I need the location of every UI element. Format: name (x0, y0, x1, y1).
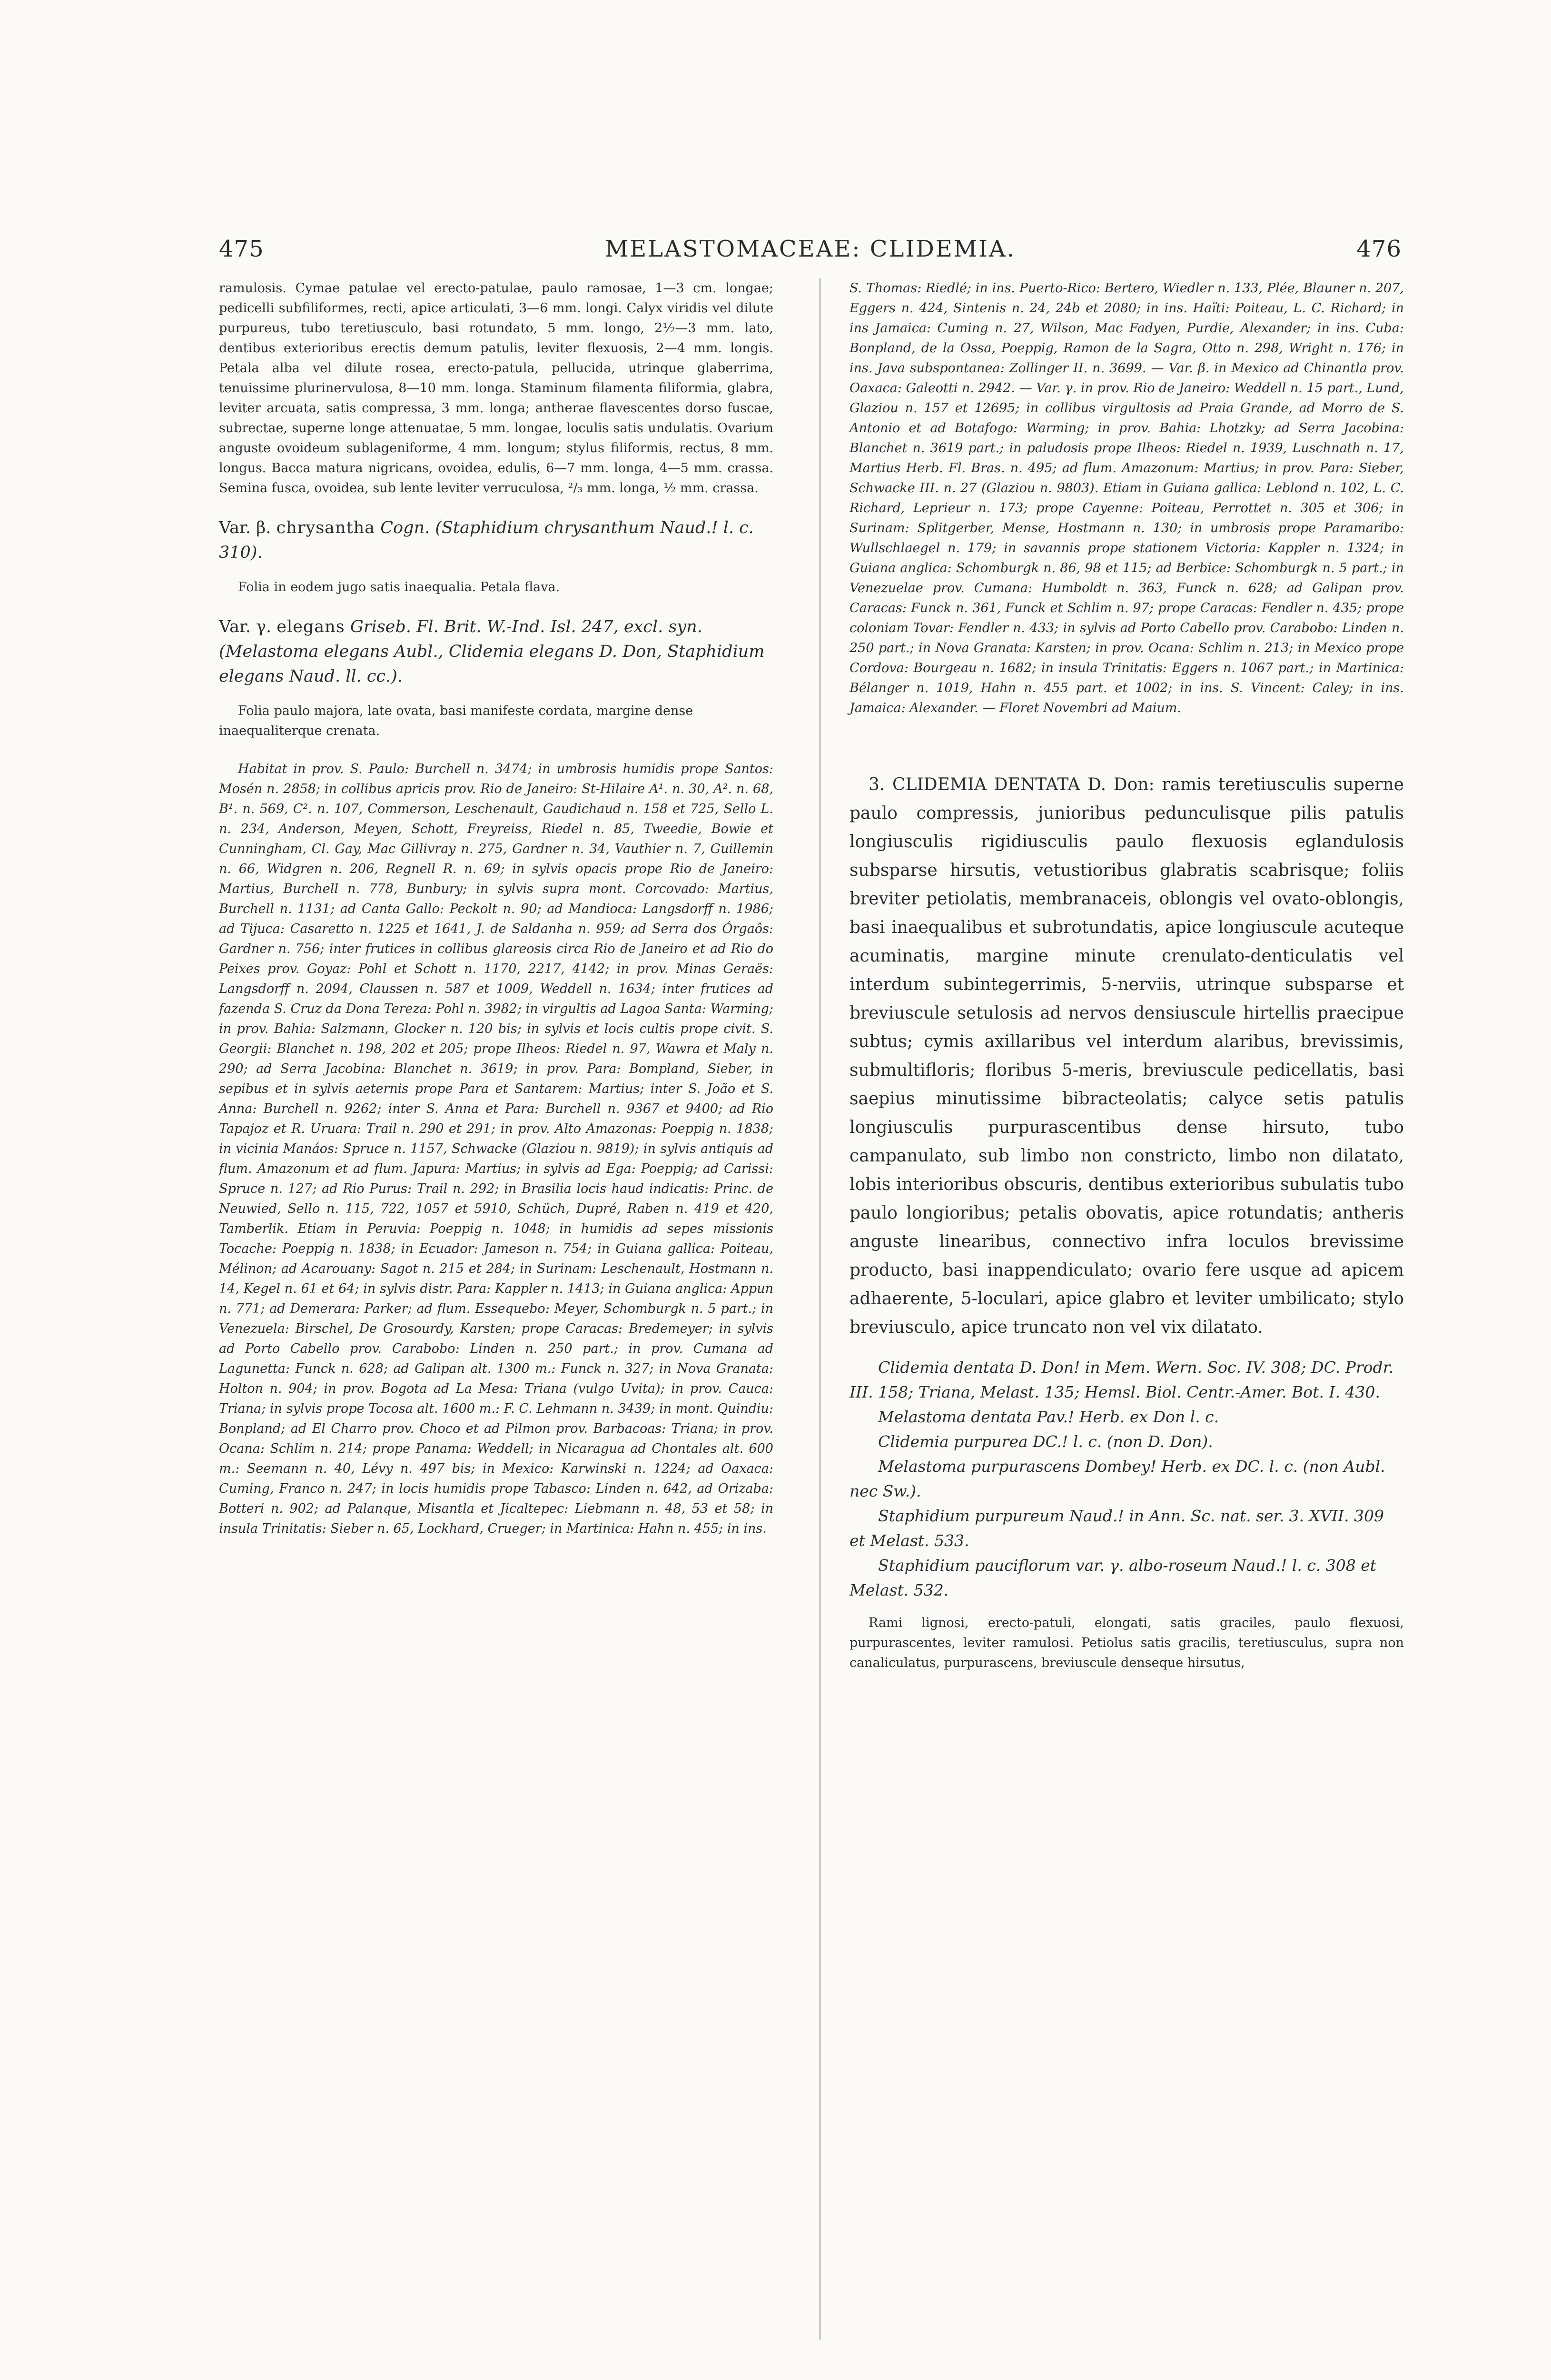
variety-gamma-description: Folia paulo majora, late ovata, basi manifeste cordata, margine dense inaequaliterque crenata. (219, 704, 693, 738)
variety-beta-citation: Cogn. (Staphidium chrysanthum Naud.! l. c. 310). (219, 518, 754, 562)
synonym-entry: Melastoma purpurascens Dombey! Herb. ex DC. l. c. (non Aubl. nec Sw.). (850, 1457, 1385, 1500)
variety-gamma-name: elegans (277, 617, 345, 636)
synonym-entry: Staphidium pauciflorum var. γ. albo-roseum Naud.! l. c. 308 et Melast. 532. (850, 1556, 1377, 1599)
habitat-paragraph: Habitat in prov. S. Paulo: Burchell n. 3474; in umbrosis humidis prope Santos: Mosén n. 2858; in collibus apricis prov. Rio de Janeiro: St-Hilaire A¹. n. 30, A². n. 68, B¹. n. 569, C². n. 107, Commerson, Leschenault, Gaudichaud n. 158 et 725, Sello L. n. 234, Anderson, Meyen, Schott, Freyreiss, Riedel n. 85, Tweedie, Bowie et Cunningham, Cl. Gay, Mac Gillivray n. 275, Gardner n. 34, Vauthier n. 7, Guillemin n. 66, Widgren n. 206, Regnell R. n. 69; in sylvis opacis prope Rio de Janeiro: Martius, Burchell n. 778, Bunbury; in sylvis supra mont. Corcovado: Martius, Burchell n. 1131; ad Canta Gallo: Peckolt n. 90; ad Mandioca: Langsdorff n. 1986; ad Tijuca: Casaretto n. 1225 et 1641, J. de Saldanha n. 959; ad Serra dos Órgaôs: Gardner n. 756; inter frutices in collibus glareosis circa Rio de Janeiro et ad Rio do Peixes prov. Goyaz: Pohl et Schott n. 1170, 2217, 4142; in prov. Minas Geraës: Langsdorff n. 2094, Claussen n. 587 et 1009, Weddell n. 1634; inter frutices ad fazenda S. Cruz da Dona Tereza: Pohl n. 3982; in virgultis ad Lagoa Santa: Warming; in prov. Bahia: Salzmann, Glocker n. 120 bis; in sylvis et locis cultis prope civit. S. Georgii: Blanchet n. 198, 202 et 205; prope Ilheos: Riedel n. 97, Wawra et Maly n. 290; ad Serra Jacobina: Blanchet n. 3619; in prov. Para: Bompland, Sieber, in sepibus et in sylvis aeternis prope Para et Santarem: Martius; inter S. João et S. Anna: Burchell n. 9262; inter S. Anna et Para: Burchell n. 9367 et 9400; ad Rio Tapajoz et R. Uruara: Trail n. 290 et 291; in prov. Alto Amazonas: Poeppig n. 1838; in vicinia Manáos: Spruce n. 1157, Schwacke (Glaziou n. 9819); in sylvis antiquis ad flum. Amazonum et ad flum. Japura: Martius; in sylvis ad Ega: Poeppig; ad Carissi: Spruce n. 127; ad Rio Purus: Trail n. 292; in Brasilia locis haud indicatis: Princ. de Neuwied, Sello n. 115, 722, 1057 et 5910, Schüch, Dupré, Raben n. 419 et 420, Tamberlik. Etiam in Peruvia: Poeppig n. 1048; in humidis ad sepes missionis Tocache: Poeppig n. 1838; in Ecuador: Jameson n. 754; in Guiana gallica: Poiteau, Mélinon; ad Acarouany: Sagot n. 215 et 284; in Surinam: Leschenault, Hostmann n. 14, Kegel n. 61 et 64; in sylvis distr. Para: Kappler n. 1413; in Guiana anglica: Appun n. 771; ad Demerara: Parker; ad flum. Essequebo: Meyer, Schomburgk n. 5 part.; in Venezuela: Birschel, De Grosourdy, Karsten; prope Caracas: Bredemeyer; in sylvis ad Porto Cabello prov. Carabobo: Linden n. 250 part.; in prov. Cumana ad Lagunetta: Funck n. 628; ad Galipan alt. 1300 m.: Funck n. 327; in Nova Granata: Holton n. 904; in prov. Bogota ad La Mesa: Triana (vulgo Uvita); in prov. Cauca: Triana; in sylvis prope Tocosa alt. 1600 m.: F. C. Lehmann n. 3439; in mont. Quindiu: Bonpland; ad El Charro prov. Choco et ad Pilmon prov. Barbacoas: Triana; in prov. Ocana: Schlim n. 214; prope Panama: Weddell; in Nicaragua ad Chontales alt. 600 m.: Seemann n. 40, Lévy n. 497 bis; in Mexico: Karwinski n. 1224; ad Oaxaca: Cuming, Franco n. 247; in locis humidis prope Tabasco: Linden n. 642, ad Orizaba: Botteri n. 902; ad Palanque, Misantla et Jicaltepec: Liebmann n. 48, 53 et 58; in insula Trinitatis: Sieber n. 65, Lockhard, Crueger; in Martinica: Hahn n. 455; in ins. (219, 762, 773, 1536)
variety-beta-description: Folia in eodem jugo satis inaequalia. Petala flava. (238, 580, 560, 595)
left-column (219, 278, 773, 1539)
variety-gamma-citation: Griseb. Fl. Brit. W.-Ind. Isl. 247, excl. syn. (Melastoma elegans Aubl., Clidemia elegans D. Don, Staphidium elegans Naud. ll. cc.). (219, 617, 765, 686)
running-title: MELASTOMACEAE: CLIDEMIA. (605, 236, 1016, 262)
variety-gamma-heading (219, 615, 773, 689)
page-number-left: 475 (219, 236, 264, 262)
synonymy-list (850, 1355, 1404, 1603)
running-header (219, 236, 1402, 269)
page-number-right: 476 (1356, 236, 1402, 262)
variety-beta-label: Var. β. (219, 518, 271, 537)
synonym-entry: Clidemia dentata D. Don! in Mem. Wern. Soc. IV. 308; DC. Prodr. III. 158; Triana, Melast. 135; Hemsl. Biol. Centr.-Amer. Bot. I. 430. (850, 1358, 1394, 1401)
habitat-continued: S. Thomas: Riedlé; in ins. Puerto-Rico: Bertero, Wiedler n. 133, Plée, Blauner n. 207, Eggers n. 424, Sintenis n. 24, 24b et 2080; in ins. Haïti: Poiteau, L. C. Richard; in ins Jamaica: Cuming n. 27, Wilson, Mac Fadyen, Purdie, Alexander; in ins. Cuba: Bonpland, de la Ossa, Poeppig, Ramon de la Sagra, Otto n. 298, Wright n. 176; in ins. Java subspontanea: Zollinger II. n. 3699. — Var. β. in Mexico ad Chinantla prov. Oaxaca: Galeotti n. 2942. — Var. γ. in prov. Rio de Janeiro: Weddell n. 15 part., Lund, Glaziou n. 157 et 12695; in collibus virgultosis ad Praia Grande, ad Morro de S. Antonio et ad Botafogo: Warming; in prov. Bahia: Lhotzky; ad Serra Jacobina: Blanchet n. 3619 part.; in paludosis prope Ilheos: Riedel n. 1939, Luschnath n. 17, Martius Herb. Fl. Bras. n. 495; ad flum. Amazonum: Martius; in prov. Para: Sieber, Schwacke III. n. 27 (Glaziou n. 9803). Etiam in Guiana gallica: Leblond n. 102, L. C. Richard, Leprieur n. 173; prope Cayenne: Poiteau, Perrottet n. 305 et 306; in Surinam: Splitgerber, Mense, Hostmann n. 130; in umbrosis prope Paramaribo: Wullschlaegel n. 179; in savannis prope stationem Victoria: Kappler n. 1324; in Guiana anglica: Schomburgk n. 86, 98 et 115; ad Berbice: Schomburgk n. 5 part.; in Venezuelae prov. Cumana: Humboldt n. 363, Funck n. 628; ad Galipan prov. Caracas: Funck n. 361, Funck et Schlim n. 97; prope Caracas: Fendler n. 435; prope coloniam Tovar: Fendler n. 433; in sylvis ad Porto Cabello prov. Carabobo: Linden n. 250 part.; in Nova Granata: Karsten; in prov. Ocana: Schlim n. 213; in Mexico prope Cordova: Bourgeau n. 1682; in insula Trinitatis: Eggers n. 1067 part.; in Martinica: Bélanger n. 1019, Hahn n. 455 part. et 1002; in ins. S. Vincent: Caley; in ins. Jamaica: Alexander. — Floret Novembri ad Maium. (850, 281, 1404, 715)
rami-description: Rami lignosi, erecto-patuli, elongati, satis graciles, paulo flexuosi, purpurascentes, leviter ramulosi. Petiolus satis gracilis, teretiusculus, supra non canaliculatus, purpurascens, breviuscule denseque hirsutus, (850, 1616, 1404, 1670)
species-description-continued: ramulosis. Cymae patulae vel erecto-patulae, paulo ramosae, 1—3 cm. longae; pedicelli subfiliformes, recti, apice articulati, 3—6 mm. longi. Calyx viridis vel dilute purpureus, tubo teretiusculo, basi rotundato, 5 mm. longo, 2½—3 mm. lato, dentibus exterioribus erectis demum patulis, leviter flexuosis, 2—4 mm. longis. Petala alba vel dilute rosea, erecto-patula, pellucida, utrinque glaberrima, tenuissime plurinervulosa, 8—10 mm. longa. Staminum filamenta filiformia, glabra, leviter arcuata, satis compressa, 3 mm. longa; antherae flavescentes dorso fuscae, subrectae, superne longe attenuatae, 5 mm. longae, loculis satis undulatis. Ovarium anguste ovoideum sublageniforme, 4 mm. longum; stylus filiformis, rectus, 8 mm. longus. Bacca matura nigricans, ovoidea, edulis, 6—7 mm. longa, 4—5 mm. crassa. Semina fusca, ovoidea, sub lente leviter verruculosa, ²/₃ mm. longa, ½ mm. crassa. (219, 281, 773, 496)
synonym-entry: Staphidium purpureum Naud.! in Ann. Sc. nat. ser. 3. XVII. 309 et Melast. 533. (850, 1507, 1384, 1550)
synonym-entry: Melastoma dentata Pav.! Herb. ex Don l. c. (878, 1408, 1219, 1426)
species-entry (850, 771, 1404, 1342)
variety-gamma-label: Var. γ. (219, 617, 272, 636)
right-column (850, 278, 1404, 1673)
species-author: D. Don: (1087, 775, 1155, 794)
variety-beta-name: chrysantha (276, 518, 375, 537)
variety-beta-heading (219, 516, 773, 565)
synonym-entry: Clidemia purpurea DC.! l. c. (non D. Don). (878, 1432, 1213, 1451)
species-number: 3. (869, 775, 885, 794)
species-description: ramis teretiusculis superne paulo compressis, junioribus pedunculisque pilis patulis longiusculis rigidiusculis paulo flexuosis eglandulosis subsparse hirsutis, vetustioribus glabratis scabrisque; foliis breviter petiolatis, membranaceis, oblongis vel ovato-oblongis, basi inaequalibus et subrotundatis, apice longiuscule acuteque acuminatis, margine minute crenulato-denticulatis vel interdum subintegerrimis, 5-nerviis, utrinque subsparse et breviuscule setulosis ad nervos densiuscule hirtellis praecipue subtus; cymis axillaribus vel interdum alaribus, brevissimis, submultifloris; floribus 5-meris, breviuscule pedicellatis, basi saepius minutissime bibracteolatis; calyce setis patulis longiusculis purpurascentibus dense hirsuto, tubo campanulato, sub limbo non constricto, limbo non dilatato, lobis interioribus obscuris, dentibus exterioribus subulatis tubo paulo longioribus; petalis obovatis, apice rotundatis; antheris anguste linearibus, connectivo infra loculos brevissime producto, basi inappendiculato; ovario fere usque ad apicem adhaerente, 5-loculari, apice glabro et leviter umbilicato; stylo breviusculo, apice truncato non vel vix dilatato. (850, 775, 1404, 1337)
species-name: CLIDEMIA DENTATA (892, 775, 1080, 794)
